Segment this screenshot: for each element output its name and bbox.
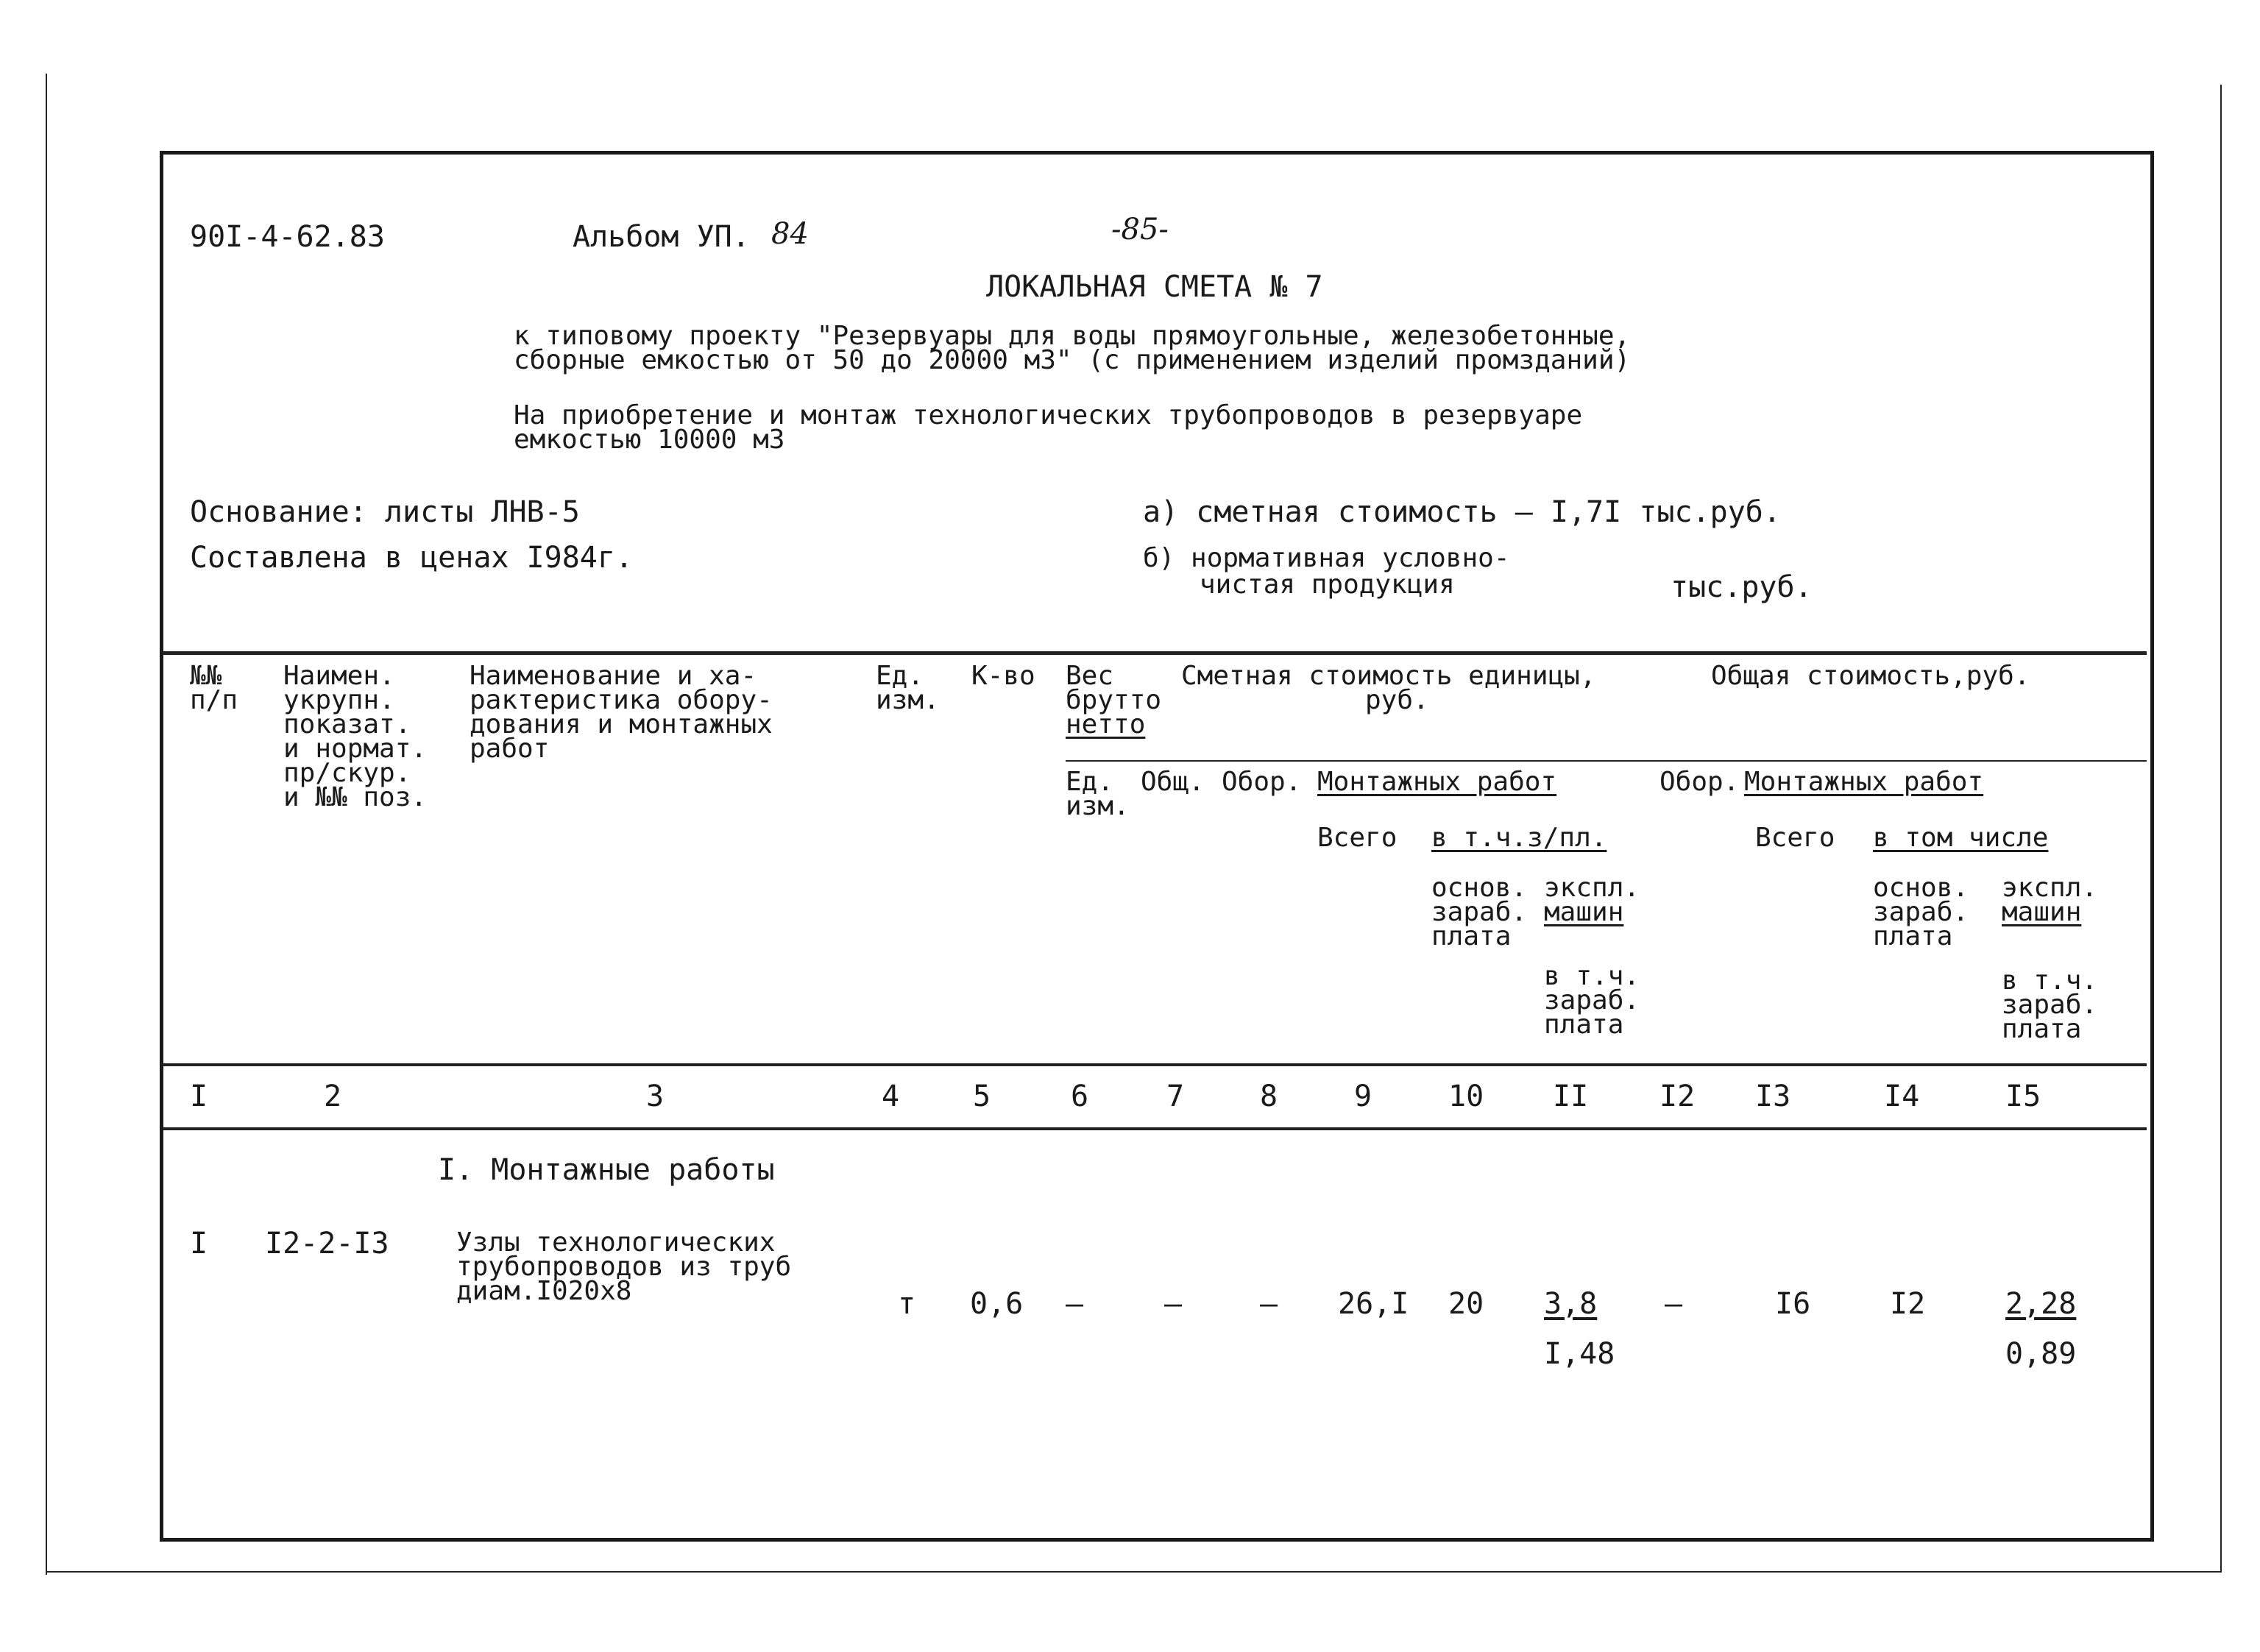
document-code: 90I-4-62.83 bbox=[190, 220, 385, 254]
normative-label-1: б) нормативная условно- bbox=[1143, 543, 1510, 573]
row-c11-sub: I,48 bbox=[1544, 1337, 1615, 1371]
hdr-vsego-2: Всего bbox=[1755, 823, 1835, 853]
col-number-10: 10 bbox=[1448, 1080, 1484, 1113]
col-number-11: II bbox=[1553, 1080, 1589, 1113]
sheet-left-edge bbox=[46, 74, 47, 1575]
col-number-15: I5 bbox=[2005, 1080, 2041, 1113]
hdr-osnov-2: основ. зараб. плата bbox=[1873, 873, 1969, 951]
hdr-ed-izm: Ед. изм. bbox=[1066, 767, 1130, 821]
hdr-ekspl-1: экспл. машин bbox=[1544, 873, 1640, 927]
description-line-4: емкостью 10000 м3 bbox=[514, 425, 785, 455]
col-number-7: 7 bbox=[1166, 1080, 1185, 1113]
hdr-weight: Вес брутто нетто bbox=[1066, 661, 1162, 740]
col-number-3: 3 bbox=[646, 1080, 665, 1113]
row-c13: I6 bbox=[1775, 1287, 1811, 1321]
hdr-norm: Наимен. укрупн. показат. и нормат. пр/скур. и №№ поз. bbox=[283, 661, 428, 812]
col-number-5: 5 bbox=[973, 1080, 991, 1113]
row-name: Узлы технологических трубопроводов из труб диам.I020х8 bbox=[456, 1227, 792, 1306]
col-number-2: 2 bbox=[324, 1080, 342, 1113]
row-c15: 2,28 bbox=[2005, 1287, 2077, 1321]
hdr-mont-2: Монтажных работ bbox=[1744, 767, 1984, 797]
hdr-unit: Ед. изм. bbox=[876, 661, 940, 715]
album-label: Альбом УП. bbox=[573, 220, 750, 254]
sheet-right-edge bbox=[2220, 85, 2222, 1571]
col-number-8: 8 bbox=[1260, 1080, 1278, 1113]
header-bottom-rule bbox=[163, 1063, 2147, 1066]
hdr-ekspl-2: экспл. машин bbox=[2002, 873, 2098, 927]
page-number: -85- bbox=[1111, 213, 1169, 247]
row-c10: 20 bbox=[1448, 1287, 1484, 1321]
row-c6: – bbox=[1066, 1287, 1084, 1321]
hdr-osnov-1: основ. зараб. плата bbox=[1431, 873, 1528, 951]
document-title: ЛОКАЛЬНАЯ СМЕТА № 7 bbox=[986, 270, 1323, 304]
col-numbers-bottom-rule bbox=[163, 1127, 2147, 1130]
hdr-obor-1: Обор. bbox=[1222, 767, 1302, 797]
hdr-vsego-1: Всего bbox=[1317, 823, 1398, 853]
row-unit: т bbox=[898, 1287, 916, 1321]
col-number-14: I4 bbox=[1884, 1080, 1920, 1113]
row-c14: I2 bbox=[1890, 1287, 1926, 1321]
row-num: I bbox=[190, 1227, 208, 1261]
row-c9: 26,I bbox=[1338, 1287, 1409, 1321]
hdr-total-cost: Общая стоимость,руб. bbox=[1711, 661, 2030, 691]
hdr-vtch-zpl: в т.ч.з/пл. bbox=[1431, 823, 1607, 853]
header-sub-rule-1 bbox=[1066, 760, 2147, 762]
description-line-2: сборные емкостью от 50 до 20000 м3" (с применением изделий промзданий) bbox=[514, 345, 1631, 375]
table-top-rule bbox=[163, 651, 2147, 655]
section-title: I. Монтажные работы bbox=[438, 1153, 775, 1187]
row-qty: 0,6 bbox=[970, 1287, 1024, 1321]
hdr-vtch-2: в т.ч. зараб. плата bbox=[2002, 965, 2098, 1044]
hdr-mont-1: Монтажных работ bbox=[1317, 767, 1557, 797]
hdr-num: №№ п/п bbox=[190, 661, 238, 715]
hdr-obsh: Общ. bbox=[1141, 767, 1205, 797]
col-number-9: 9 bbox=[1354, 1080, 1372, 1113]
hdr-name: Наименование и ха- рактеристика обору- дования и монтажных работ bbox=[470, 661, 773, 764]
prices-text: Составлена в ценах I984г. bbox=[190, 541, 634, 575]
row-c12: – bbox=[1665, 1287, 1683, 1321]
description-line-3: На приобретение и монтаж технологических трубопроводов в резервуаре bbox=[514, 400, 1583, 430]
row-norm: I2-2-I3 bbox=[265, 1227, 389, 1261]
row-c8: – bbox=[1260, 1287, 1278, 1321]
row-c7: – bbox=[1164, 1287, 1183, 1321]
col-number-13: I3 bbox=[1755, 1080, 1791, 1113]
sheet-bottom-edge bbox=[46, 1571, 2222, 1573]
hdr-vtom: в том числе bbox=[1873, 823, 2049, 853]
normative-label-2: чистая продукция bbox=[1200, 570, 1455, 600]
hdr-qty: К-во bbox=[971, 661, 1035, 691]
col-number-1: I bbox=[190, 1080, 208, 1113]
hdr-unit-cost: Сметная стоимость единицы, руб. bbox=[1181, 661, 1596, 715]
row-c15-sub: 0,89 bbox=[2005, 1337, 2077, 1371]
normative-unit: тыс.руб. bbox=[1671, 570, 1813, 604]
description-line-1: к типовому проекту "Резервуары для воды прямоугольные, железобетонные, bbox=[514, 321, 1631, 351]
row-c11: 3,8 bbox=[1544, 1287, 1598, 1321]
hdr-vtch-1: в т.ч. зараб. плата bbox=[1544, 961, 1640, 1040]
basis-text: Основание: листы ЛНВ-5 bbox=[190, 495, 580, 529]
hdr-obor-2: Обор. bbox=[1659, 767, 1740, 797]
col-number-12: I2 bbox=[1659, 1080, 1696, 1113]
col-number-4: 4 bbox=[882, 1080, 900, 1113]
album-number: 84 bbox=[771, 217, 809, 251]
col-number-6: 6 bbox=[1071, 1080, 1089, 1113]
estimated-cost: а) сметная стоимость – I,7I тыс.руб. bbox=[1143, 495, 1781, 529]
